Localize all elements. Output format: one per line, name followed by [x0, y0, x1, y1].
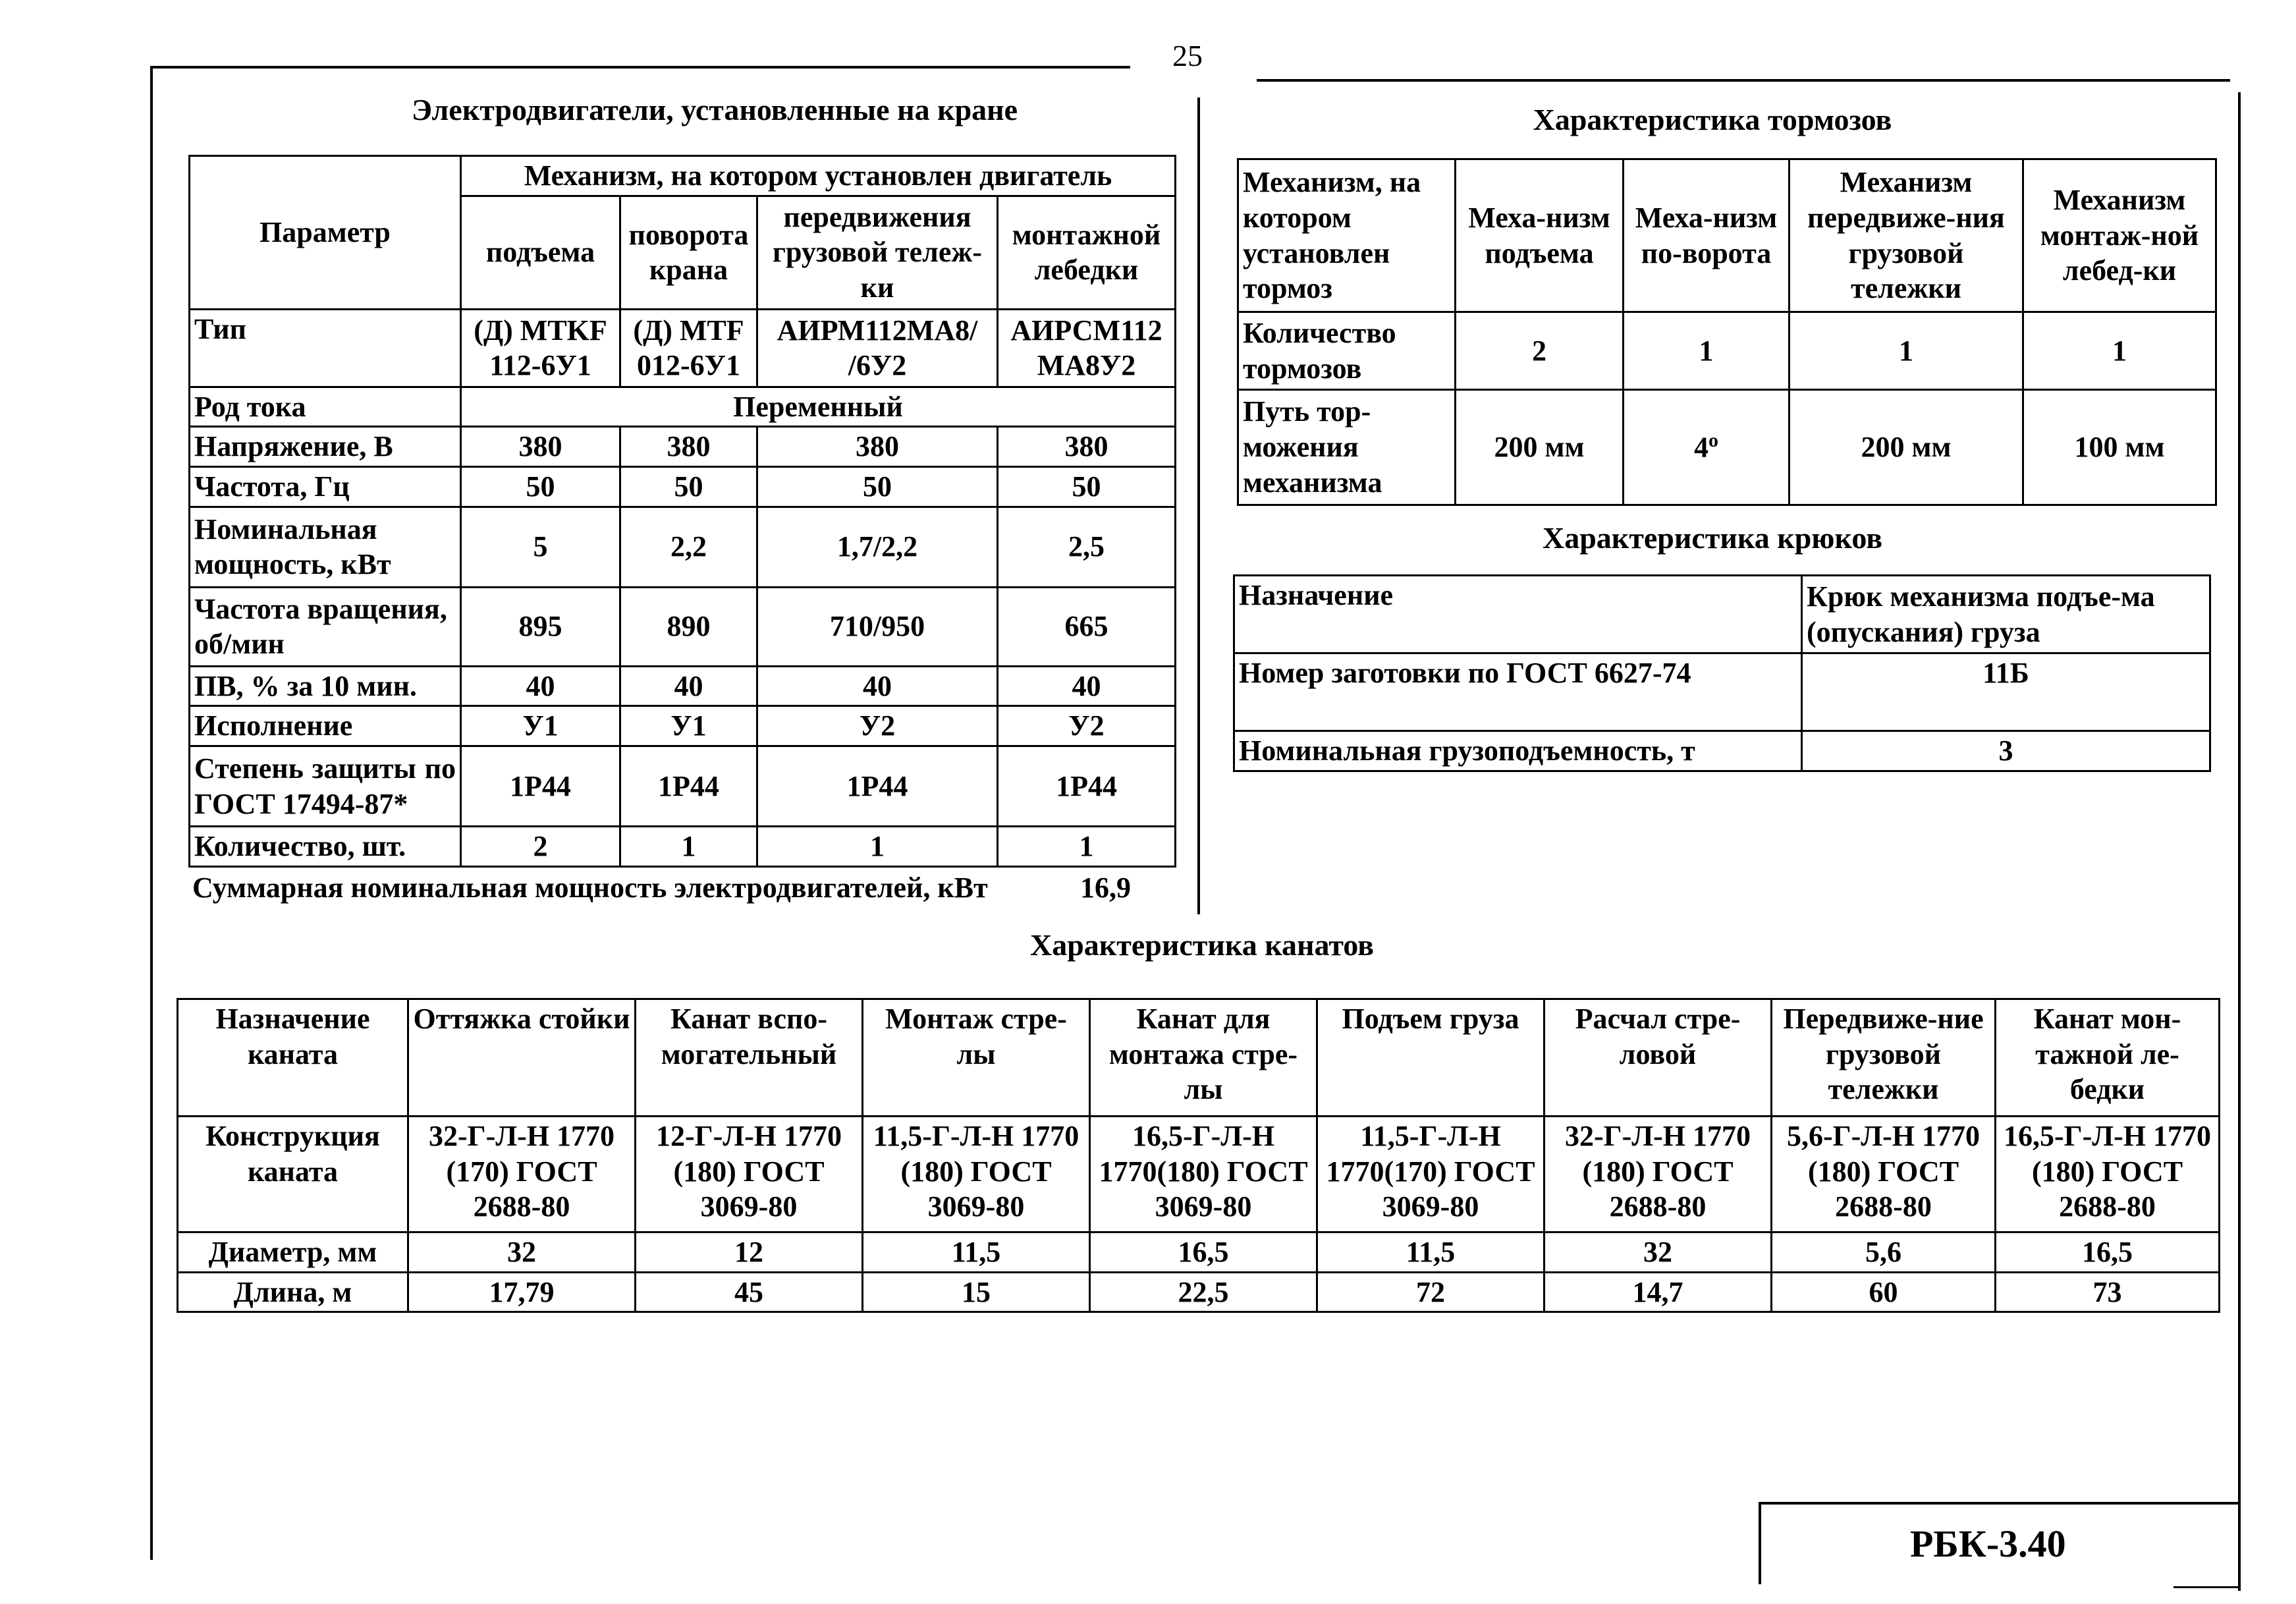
- row-label: Род тока: [190, 387, 461, 427]
- row-label: Длина, м: [178, 1272, 408, 1312]
- row-label: Путь тор-можения механизма: [1238, 390, 1456, 505]
- motors-title: Электродвигатели, установленные на кране: [411, 93, 1018, 126]
- cell: 2,5: [998, 507, 1176, 587]
- cell: 17,79: [408, 1272, 636, 1312]
- cell: 2: [461, 827, 620, 867]
- cell: 50: [620, 467, 757, 507]
- col-header: поворота крана: [620, 196, 757, 309]
- ropes-title: Характеристика канатов: [1029, 928, 1375, 962]
- hooks-title: Характеристика крюков: [1542, 521, 1883, 555]
- col-header: Механизм монтаж-ной лебед-ки: [2023, 159, 2216, 312]
- cell: 50: [998, 467, 1176, 507]
- cell: 380: [461, 427, 620, 467]
- row-label: Диаметр, мм: [178, 1232, 408, 1273]
- cell: (Д) MTKF 112-6У1: [461, 309, 620, 387]
- group-header: Механизм, на котором установлен двигатель: [461, 156, 1176, 196]
- cell: 16,5: [1090, 1232, 1317, 1273]
- motors-total-value: 16,9: [1080, 871, 1131, 904]
- row-label: Назначение: [1234, 576, 1802, 653]
- col-header: Меха-низм по-ворота: [1624, 159, 1790, 312]
- col-header: Механизм передвиже-ния грузовой тележки: [1790, 159, 2023, 312]
- cell: 710/950: [757, 587, 998, 666]
- cell: 40: [620, 666, 757, 706]
- cell: 16,5: [1996, 1232, 2220, 1273]
- cell: У2: [757, 706, 998, 746]
- cell: 5,6-Г-Л-Н 1770 (180) ГОСТ 2688-80: [1772, 1117, 1996, 1232]
- row-label: Назначение каната: [178, 999, 408, 1117]
- cell: 12: [636, 1232, 863, 1273]
- motors-table: [188, 155, 1176, 868]
- cell: 1P44: [620, 746, 757, 827]
- cell-value: 4: [1694, 431, 1708, 464]
- cell: 40: [998, 666, 1176, 706]
- cell: Крюк механизма подъе-ма (опускания) груза: [1802, 576, 2210, 653]
- stamp-box-bottom: [2173, 1586, 2241, 1588]
- cell: 11Б: [1802, 653, 2210, 731]
- row-label: ПВ, % за 10 мин.: [190, 666, 461, 706]
- cell: 5: [461, 507, 620, 587]
- stamp-box-top: [1759, 1502, 2241, 1505]
- frame-top-left: [150, 66, 1130, 69]
- cell: Канат мон-тажной ле-бедки: [1996, 999, 2220, 1117]
- cell: 15: [863, 1272, 1090, 1312]
- cell: 1: [1790, 312, 2023, 390]
- hooks-table: [1233, 574, 2211, 772]
- cell: [1624, 390, 1790, 505]
- frame-left: [150, 66, 153, 1560]
- cell: 1: [620, 827, 757, 867]
- page-number: 25: [1172, 39, 1203, 72]
- frame-right: [2238, 92, 2241, 1591]
- cell: Передвиже-ние грузовой тележки: [1772, 999, 1996, 1117]
- row-label: Количество, шт.: [190, 827, 461, 867]
- cell: 72: [1317, 1272, 1544, 1312]
- cell: 73: [1996, 1272, 2220, 1312]
- cell: 50: [461, 467, 620, 507]
- cell: 1: [757, 827, 998, 867]
- cell: 3: [1802, 731, 2210, 771]
- cell: 2: [1456, 312, 1624, 390]
- cell: 32-Г-Л-Н 1770 (180) ГОСТ 2688-80: [1544, 1117, 1772, 1232]
- param-header: Параметр: [190, 156, 461, 310]
- motors-total-label: Суммарная номинальная мощность электродвигателей, кВт: [192, 871, 988, 904]
- cell: 22,5: [1090, 1272, 1317, 1312]
- cell: 11,5: [863, 1232, 1090, 1273]
- col-header: подъема: [461, 196, 620, 309]
- cell: 200 мм: [1456, 390, 1624, 505]
- cell: Переменный: [461, 387, 1176, 427]
- cell: 32: [408, 1232, 636, 1273]
- cell: 16,5-Г-Л-Н 1770 (180) ГОСТ 2688-80: [1996, 1117, 2220, 1232]
- row-label: Количество тормозов: [1238, 312, 1456, 390]
- cell: 1: [1624, 312, 1790, 390]
- cell: Оттяжка стойки: [408, 999, 636, 1117]
- cell: 32: [1544, 1232, 1772, 1273]
- cell: 1,7/2,2: [757, 507, 998, 587]
- row-label: Тип: [190, 309, 461, 387]
- cell: 12-Г-Л-Н 1770 (180) ГОСТ 3069-80: [636, 1117, 863, 1232]
- cell: АИРСМ112 МА8У2: [998, 309, 1176, 387]
- cell: 1P44: [757, 746, 998, 827]
- cell: 890: [620, 587, 757, 666]
- cell: 1P44: [998, 746, 1176, 827]
- cell: Канат вспо-могательный: [636, 999, 863, 1117]
- cell: 11,5-Г-Л-Н 1770(170) ГОСТ 3069-80: [1317, 1117, 1544, 1232]
- cell: 50: [757, 467, 998, 507]
- cell: 1: [2023, 312, 2216, 390]
- row-label: Степень защиты по ГОСТ 17494-87*: [190, 746, 461, 827]
- col-header: передвижения грузовой тележ-ки: [757, 196, 998, 309]
- cell: 1: [998, 827, 1176, 867]
- document-code: РБК-3.40: [1910, 1522, 2066, 1565]
- cell: 665: [998, 587, 1176, 666]
- cell: 1P44: [461, 746, 620, 827]
- cell: Подъем груза: [1317, 999, 1544, 1117]
- cell: 380: [620, 427, 757, 467]
- column-divider: [1197, 97, 1200, 914]
- row-label: Частота вращения, об/мин: [190, 587, 461, 666]
- cell: Расчал стре-ловой: [1544, 999, 1772, 1117]
- cell: 380: [998, 427, 1176, 467]
- row-label: Номинальная мощность, кВт: [190, 507, 461, 587]
- cell: 895: [461, 587, 620, 666]
- frame-top-right: [1257, 79, 2230, 82]
- cell: 60: [1772, 1272, 1996, 1312]
- row-label: Номер заготовки по ГОСТ 6627-74: [1234, 653, 1802, 731]
- cell: У2: [998, 706, 1176, 746]
- cell: 11,5-Г-Л-Н 1770 (180) ГОСТ 3069-80: [863, 1117, 1090, 1232]
- row-label: Конструкция каната: [178, 1117, 408, 1232]
- cell: 200 мм: [1790, 390, 2023, 505]
- cell: У1: [461, 706, 620, 746]
- row-label: Номинальная грузоподъемность, т: [1234, 731, 1802, 771]
- col-header: Меха-низм подъема: [1456, 159, 1624, 312]
- ropes-table: [177, 998, 2220, 1313]
- cell: 100 мм: [2023, 390, 2216, 505]
- col-header: монтажной лебедки: [998, 196, 1176, 309]
- brakes-table: [1237, 158, 2217, 506]
- cell: 380: [757, 427, 998, 467]
- stamp-box-left: [1759, 1502, 1761, 1584]
- brakes-title: Характеристика тормозов: [1533, 103, 1892, 136]
- cell: 32-Г-Л-Н 1770 (170) ГОСТ 2688-80: [408, 1117, 636, 1232]
- cell: 14,7: [1544, 1272, 1772, 1312]
- cell: У1: [620, 706, 757, 746]
- row-label: Исполнение: [190, 706, 461, 746]
- cell: 45: [636, 1272, 863, 1312]
- cell: 2,2: [620, 507, 757, 587]
- cell: 5,6: [1772, 1232, 1996, 1273]
- cell: 16,5-Г-Л-Н 1770(180) ГОСТ 3069-80: [1090, 1117, 1317, 1232]
- row-label: Напряжение, В: [190, 427, 461, 467]
- cell: АИРМ112МА8/ /6У2: [757, 309, 998, 387]
- row-label: Частота, Гц: [190, 467, 461, 507]
- cell: 40: [757, 666, 998, 706]
- cell: 11,5: [1317, 1232, 1544, 1273]
- cell: (Д) MTF 012-6У1: [620, 309, 757, 387]
- cell: 40: [461, 666, 620, 706]
- cell: Монтаж стре-лы: [863, 999, 1090, 1117]
- brakes-header-label: Механизм, на котором установлен тормоз: [1238, 159, 1456, 312]
- degree-sign: o: [1708, 429, 1718, 452]
- cell: Канат для монтажа стре-лы: [1090, 999, 1317, 1117]
